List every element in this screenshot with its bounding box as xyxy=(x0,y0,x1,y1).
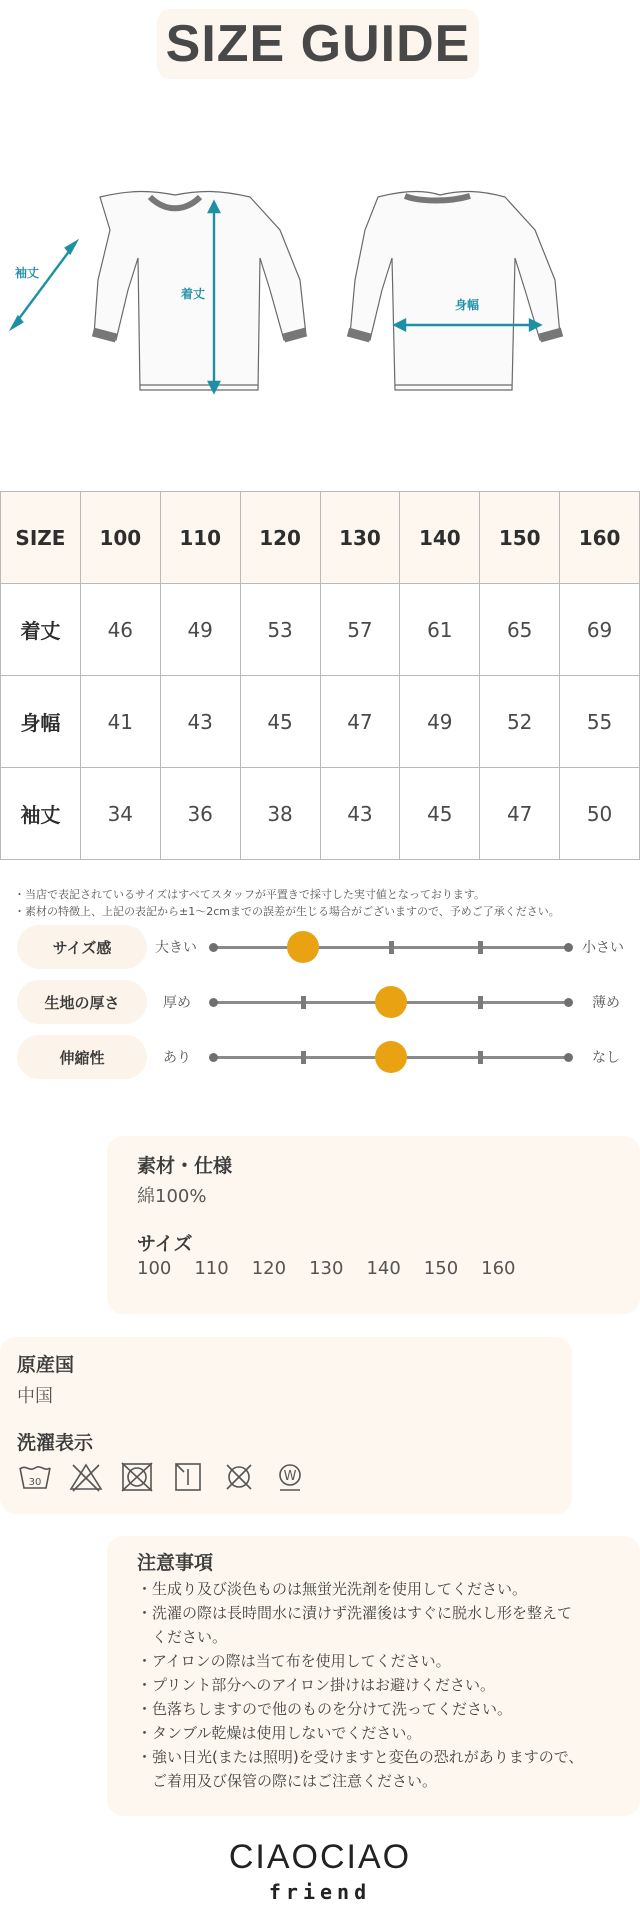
scale-end-dot xyxy=(209,998,218,1007)
header-size-cell: 100 xyxy=(80,492,160,584)
table-cell: 50 xyxy=(560,768,640,860)
header-size-cell: 110 xyxy=(160,492,240,584)
no-bleach-icon xyxy=(68,1460,104,1494)
scale-right-label: 薄め xyxy=(592,995,620,1011)
size-table xyxy=(0,491,640,860)
title-banner xyxy=(157,9,479,79)
size-item: 110 xyxy=(194,1258,229,1279)
line-dry-shade-icon xyxy=(170,1460,206,1494)
wash-icons xyxy=(17,1460,308,1494)
table-cell: 47 xyxy=(320,676,400,768)
caution-item: ・タンブル乾燥は使用しないでください。 xyxy=(137,1724,422,1742)
scale-tick xyxy=(389,941,394,954)
material-value: 綿100% xyxy=(137,1186,207,1207)
header-size-cell: 130 xyxy=(320,492,400,584)
table-cell: 69 xyxy=(560,584,640,676)
scale-left-label: 厚め xyxy=(163,995,191,1011)
origin-heading: 原産国 xyxy=(17,1354,75,1376)
table-cell: 55 xyxy=(560,676,640,768)
scale-label: サイズ感 xyxy=(17,925,147,969)
scale-tick xyxy=(478,996,483,1009)
length-label: 着丈 xyxy=(181,287,206,301)
wash-temp: 30 xyxy=(28,1477,42,1488)
size-item: 100 xyxy=(137,1258,172,1279)
caution-item: ・プリント部分へのアイロン掛けはお避けください。 xyxy=(137,1676,496,1694)
width-label: 身幅 xyxy=(455,298,480,312)
scale-marker xyxy=(375,986,407,1018)
no-tumble-dry-icon xyxy=(119,1460,155,1494)
scale-marker xyxy=(375,1041,407,1073)
size-item: 150 xyxy=(423,1258,459,1279)
size-item: 130 xyxy=(309,1258,344,1279)
scale-end-dot xyxy=(564,1053,573,1062)
caution-item: ・洗濯の際は長時間水に漬けず洗濯後はすぐに脱水し形を整えて xyxy=(137,1604,573,1622)
table-header-row xyxy=(1,492,640,584)
table-cell: 49 xyxy=(160,584,240,676)
row-label: 身幅 xyxy=(1,676,81,768)
row-label: 着丈 xyxy=(1,584,81,676)
garment-illustration xyxy=(0,160,640,410)
sleeve-label: 袖丈 xyxy=(15,266,40,280)
wash-heading: 洗濯表示 xyxy=(17,1432,94,1454)
table-cell: 45 xyxy=(240,676,320,768)
table-cell: 45 xyxy=(400,768,480,860)
scale-label: 伸縮性 xyxy=(17,1035,147,1079)
scale-label: 生地の厚さ xyxy=(17,980,147,1024)
table-cell: 47 xyxy=(480,768,560,860)
row-label: 袖丈 xyxy=(1,768,81,860)
header-size-cell: 150 xyxy=(480,492,560,584)
table-cell: 53 xyxy=(240,584,320,676)
size-heading: サイズ xyxy=(137,1233,193,1255)
size-item: 140 xyxy=(366,1258,401,1279)
caution-item: ご着用及び保管の際にはご注意ください。 xyxy=(137,1772,438,1790)
back-sweatshirt xyxy=(348,191,562,390)
header-size-cell: 120 xyxy=(240,492,320,584)
note-line: ・当店で表記されているサイズはすべてスタッフが平置きで採寸した実寸値となっております。 xyxy=(14,888,486,901)
caution-heading: 注意事項 xyxy=(137,1552,214,1574)
table-cell: 41 xyxy=(80,676,160,768)
scale-end-dot xyxy=(209,943,218,952)
wet-clean-icon xyxy=(272,1460,308,1494)
caution-list xyxy=(137,1578,583,1794)
table-cell: 43 xyxy=(160,676,240,768)
scale-tick xyxy=(478,1051,483,1064)
scale-left-label: 大きい xyxy=(155,940,197,956)
scale-marker xyxy=(287,931,319,963)
table-cell: 46 xyxy=(80,584,160,676)
caution-item: ・強い日光(または照明)を受けますと変色の恐れがありますので、 xyxy=(137,1748,584,1766)
wet-clean-letter: W xyxy=(283,1469,297,1484)
table-cell: 57 xyxy=(320,584,400,676)
scale-end-dot xyxy=(564,943,573,952)
brand-logo: CIAOCIAO xyxy=(228,1838,412,1876)
caution-item: ・色落ちしますので他のものを分けて洗ってください。 xyxy=(137,1700,513,1718)
table-cell: 34 xyxy=(80,768,160,860)
table-row xyxy=(1,584,640,676)
size-list xyxy=(137,1258,516,1279)
origin-value: 中国 xyxy=(17,1386,53,1407)
scale-right-label: 小さい xyxy=(582,940,624,956)
table-row xyxy=(1,676,640,768)
caution-item: ・生成り及び淡色ものは無蛍光洗剤を使用してください。 xyxy=(137,1580,528,1598)
scale-end-dot xyxy=(564,998,573,1007)
table-cell: 43 xyxy=(320,768,400,860)
table-cell: 52 xyxy=(480,676,560,768)
page-title: SIZE GUIDE xyxy=(165,15,471,73)
note-line: ・素材の特徴上、上記の表記から±1〜2cmまでの誤差が生じる場合がございますので、予めご了承ください。 xyxy=(14,905,560,918)
scale-end-dot xyxy=(209,1053,218,1062)
size-item: 160 xyxy=(481,1258,516,1279)
scale-tick xyxy=(301,1051,306,1064)
scale-left-label: あり xyxy=(163,1050,191,1066)
table-row xyxy=(1,768,640,860)
brand-logo-sub: friend xyxy=(268,1880,372,1904)
table-cell: 49 xyxy=(400,676,480,768)
table-cell: 36 xyxy=(160,768,240,860)
scale-right-label: なし xyxy=(592,1050,620,1066)
wash-30-icon xyxy=(17,1460,53,1494)
scale-tick xyxy=(478,941,483,954)
size-item: 120 xyxy=(251,1258,287,1279)
header-size-label: SIZE xyxy=(1,492,81,584)
caution-item: ・アイロンの際は当て布を使用してください。 xyxy=(137,1652,451,1670)
caution-item: ください。 xyxy=(137,1628,228,1646)
table-cell: 65 xyxy=(480,584,560,676)
table-cell: 38 xyxy=(240,768,320,860)
header-size-cell: 160 xyxy=(560,492,640,584)
no-dry-clean-icon xyxy=(221,1460,257,1494)
scale-tick xyxy=(301,996,306,1009)
material-heading: 素材・仕様 xyxy=(137,1155,233,1177)
header-size-cell: 140 xyxy=(400,492,480,584)
table-cell: 61 xyxy=(400,584,480,676)
